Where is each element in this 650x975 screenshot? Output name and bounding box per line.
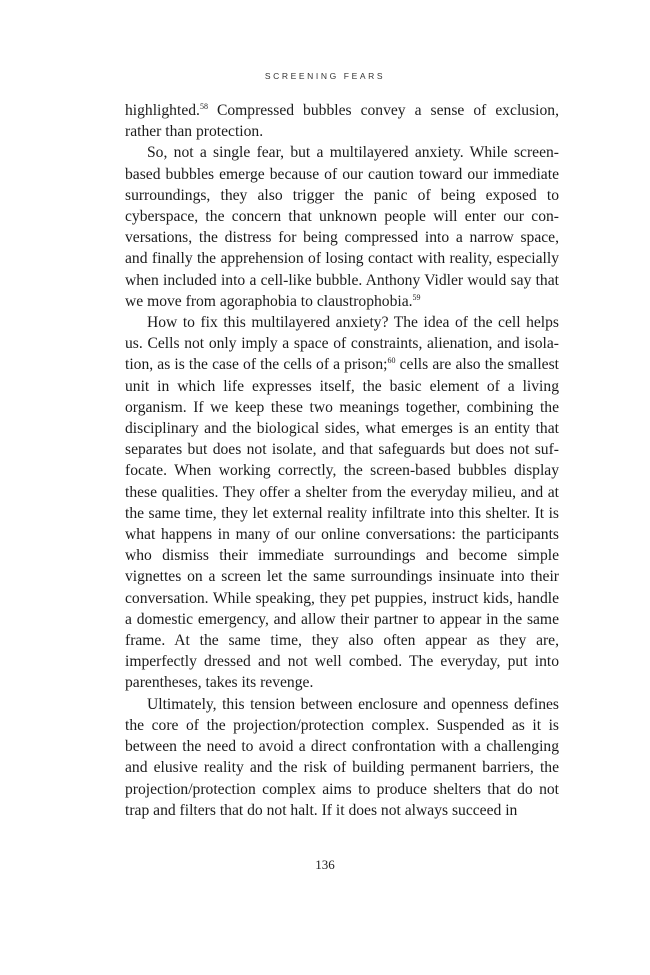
paragraph-1-text-a: highlighted. (125, 102, 200, 119)
paragraph-4-text-a: Ultimately, this tension between enclosure and openness defines the core of the projection/protection complex. Suspended as it is between the need to avoid a direct confrontation with a challenging and elusive reality and the risk of building permanent barriers, the projection/protection complex aims to produce shelters that do not trap and filters that do not halt. If it does not always succeed in (125, 695, 559, 819)
footnote-ref-59[interactable]: 59 (412, 292, 421, 302)
footnote-ref-60[interactable]: 60 (387, 356, 396, 366)
page-number: 136 (315, 857, 335, 872)
body-text (125, 100, 559, 821)
running-head: SCREENING FEARS (264, 71, 386, 81)
paragraph-1 (125, 100, 559, 142)
paragraph-3 (125, 312, 559, 694)
paragraph-3-text-a: How to fix this multilayered anxiety? The idea of the cell helps us. Cells not only imply a space of constraints, alienation, and isolation, as is the case of the cells of a prison; (125, 314, 559, 374)
footnote-ref-58[interactable]: 58 (199, 102, 208, 111)
paragraph-2 (125, 142, 559, 312)
paragraph-1-text-b: Compressed bubbles convey a sense of exclusion, rather than protection. (125, 102, 559, 141)
paragraph-4 (125, 694, 559, 821)
paragraph-3-text-b: cells are also the smallest unit in which life expresses itself, the basic element of a living organism. If we keep these two meanings together, combining the disciplinary and the biological sides, what emerges is an entity that separates but does not isolate, and that safeguards but does not suffocate. When working correctly, the screen-based bubbles display these qualities. They offer a shelter from the everyday milieu, and at the same time, they let external reality infiltrate into this shelter. It is what happens in many of our online conversations: the participants who dismiss their immediate surroundings and become simple vignettes on a screen let the same surroundings insinuate into their conversation. While speaking, they pet puppies, instruct kids, handle a domestic emergency, and allow their partner to appear in the same frame. At the same time, they also often appear as they are, imperfectly dressed and not well combed. The everyday, put into parentheses, takes its revenge. (125, 356, 559, 692)
paragraph-2-text-a: So, not a single fear, but a multilayered anxiety. While screen-based bubbles emerge because of our caution toward our immediate surroundings, they also trigger the panic of being exposed to cyberspace, the concern that unknown people will enter our conversations, the distress for being compressed into a narrow space, and finally the apprehension of losing contact with reality, especially when included into a cell-like bubble. Anthony Vidler would say that we move from agoraphobia to claustrophobia. (125, 144, 559, 310)
